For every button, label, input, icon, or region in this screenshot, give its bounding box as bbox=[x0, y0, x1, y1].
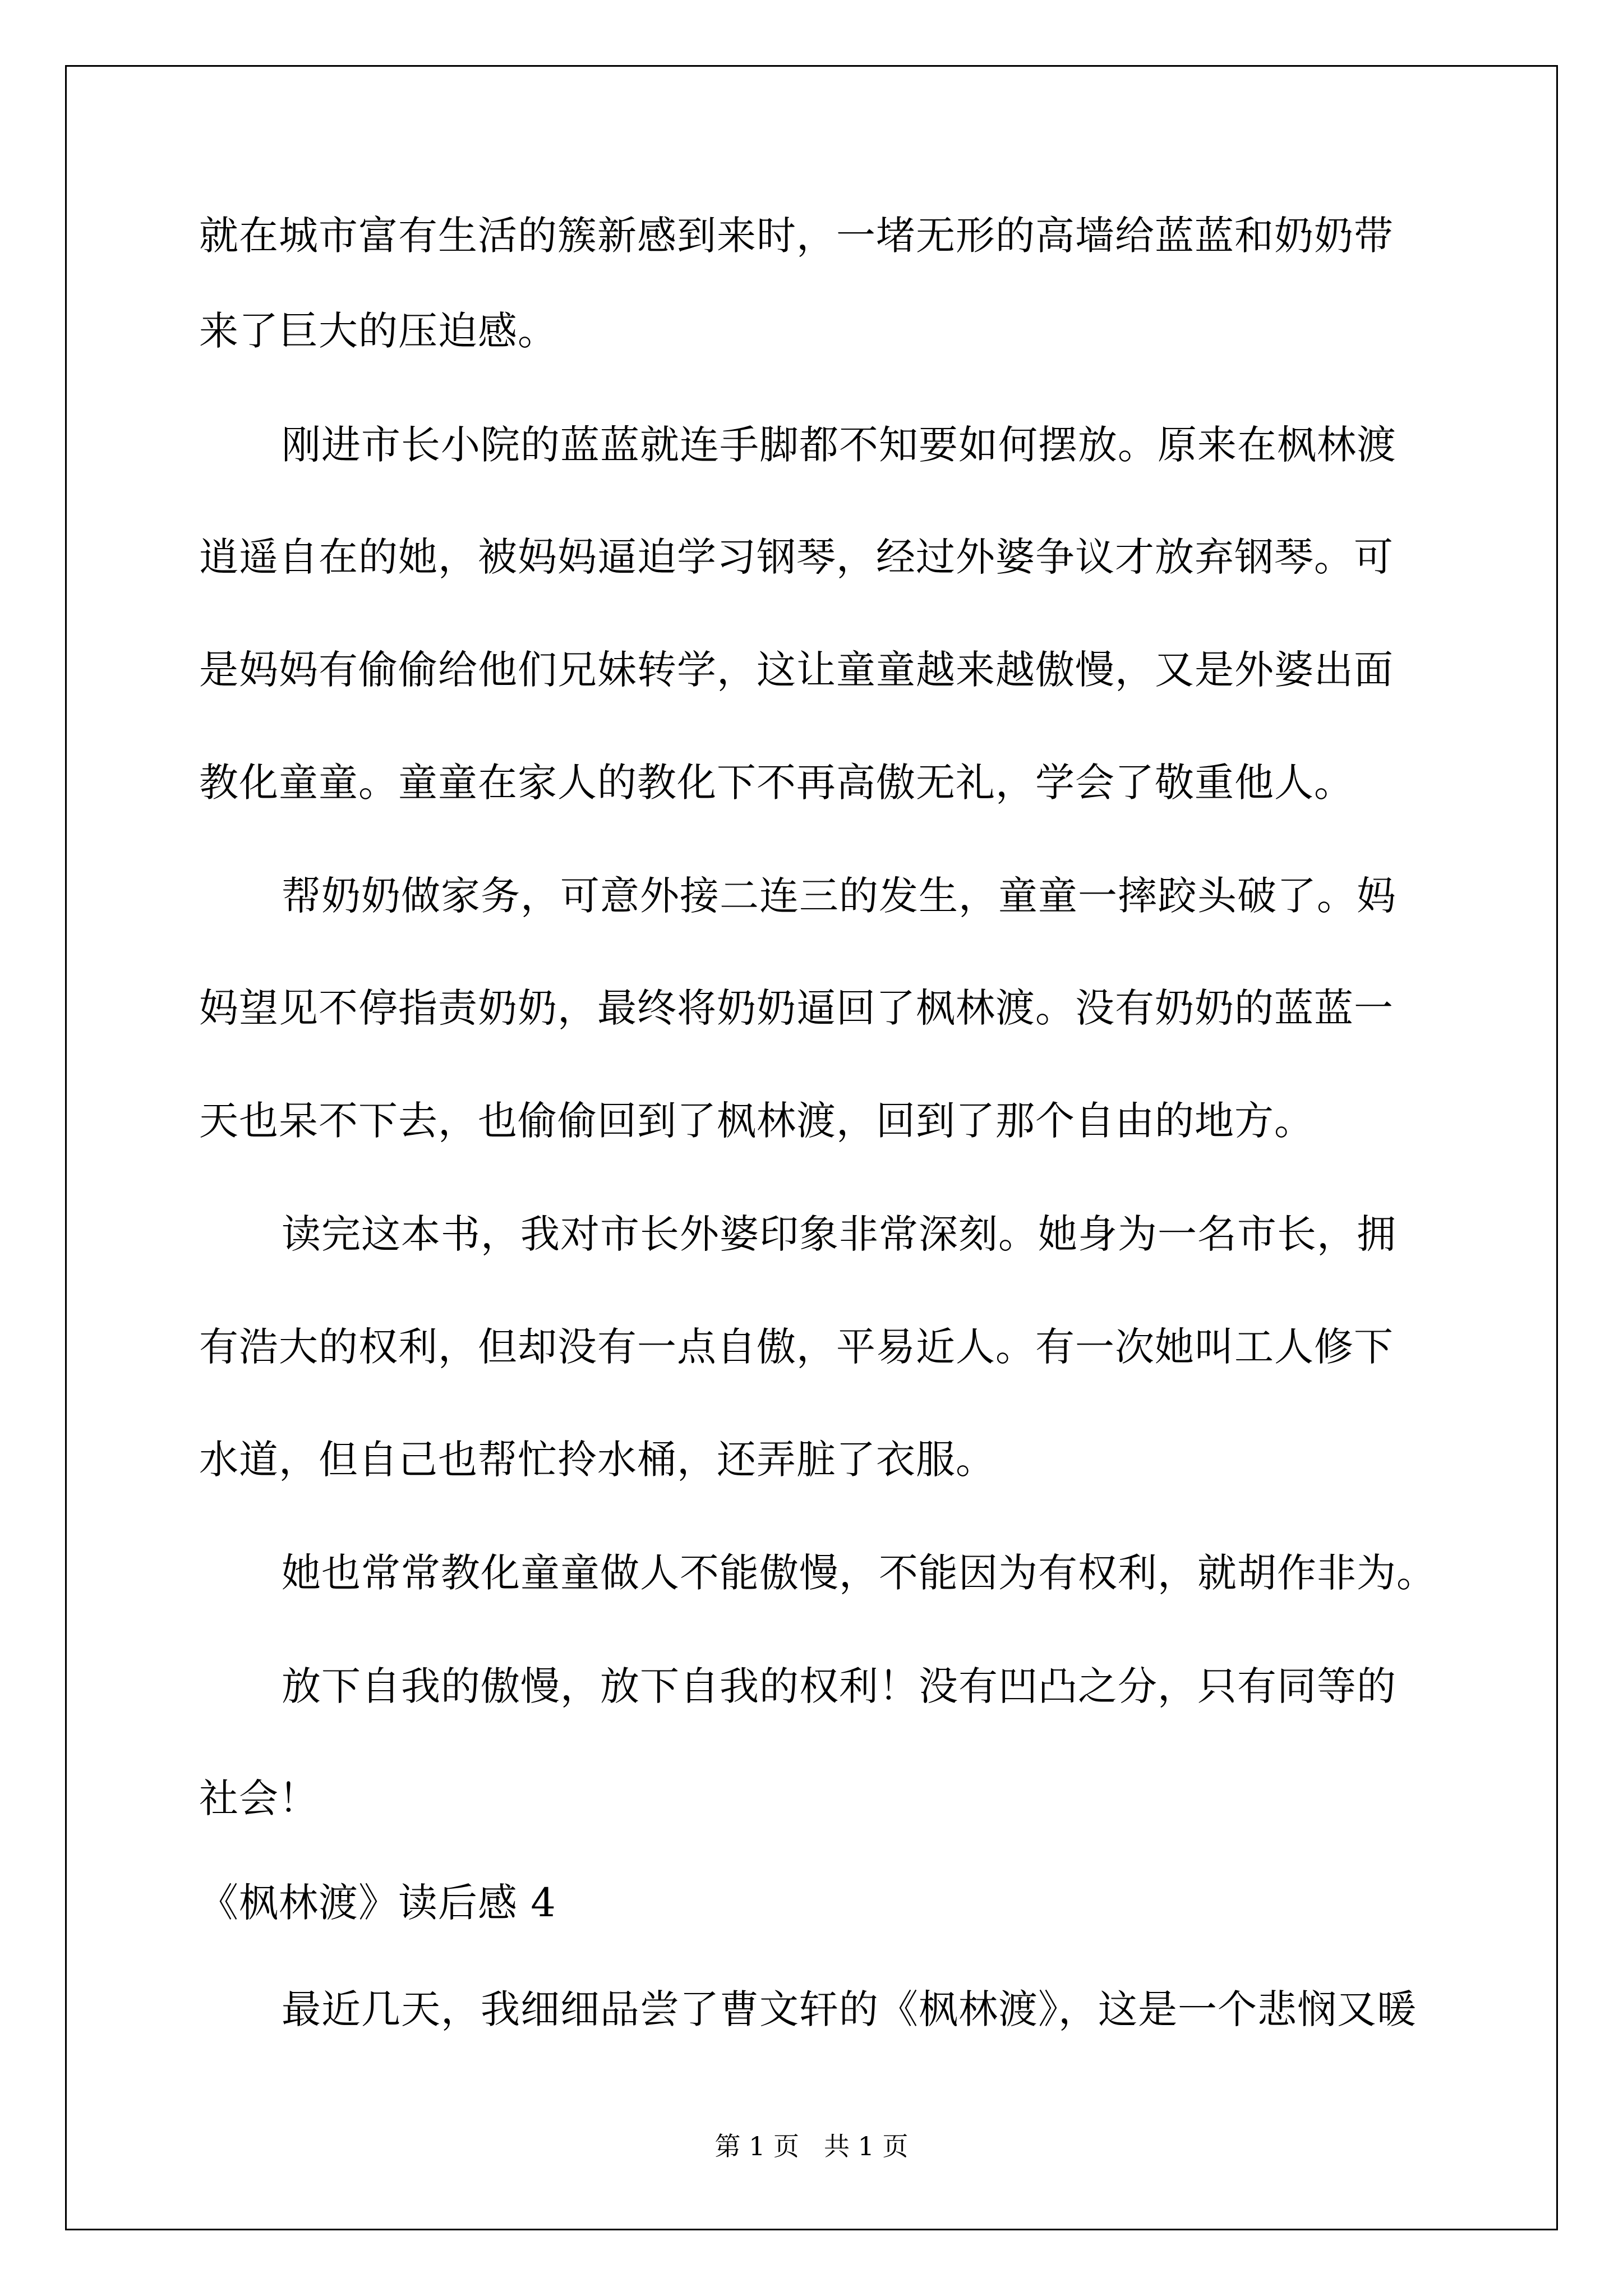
paragraph-start-line: 她也常常教化童童做人不能傲慢，不能因为有权利，就胡作非为。 bbox=[282, 1550, 1436, 1596]
text-line: 水道，但自己也帮忙拎水桶，还弄脏了衣服。 bbox=[199, 1437, 995, 1483]
text-line: 妈望见不停指责奶奶，最终将奶奶逼回了枫林渡。没有奶奶的蓝蓝一 bbox=[199, 985, 1394, 1031]
page-footer bbox=[0, 2129, 1623, 2163]
page-number: 第 1 页 bbox=[714, 2131, 799, 2161]
text-line: 教化童童。童童在家人的教化下不再高傲无礼，学会了敬重他人。 bbox=[199, 760, 1354, 806]
paragraph-start-line: 读完这本书，我对市长外婆印象非常深刻。她身为一名市长，拥 bbox=[282, 1211, 1396, 1257]
text-line: 逍遥自在的她，被妈妈逼迫学习钢琴，经过外婆争议才放弃钢琴。可 bbox=[199, 534, 1394, 580]
text-line: 社会！ bbox=[199, 1775, 319, 1821]
page-count: 共 1 页 bbox=[824, 2131, 909, 2161]
text-line: 来了巨大的压迫感。 bbox=[199, 308, 557, 354]
section-heading: 《枫林渡》读后感 4 bbox=[199, 1880, 556, 1926]
text-line: 天也呆不下去，也偷偷回到了枫林渡，回到了那个自由的地方。 bbox=[199, 1098, 1314, 1144]
paragraph-start-line: 刚进市长小院的蓝蓝就连手脚都不知要如何摆放。原来在枫林渡 bbox=[282, 422, 1396, 468]
paragraph-start-line: 最近几天，我细细品尝了曹文轩的《枫林渡》，这是一个悲悯又暖 bbox=[282, 1986, 1417, 2032]
text-line: 有浩大的权利，但却没有一点自傲，平易近人。有一次她叫工人修下 bbox=[199, 1324, 1394, 1370]
paragraph-start-line: 放下自我的傲慢，放下自我的权利！没有凹凸之分，只有同等的 bbox=[282, 1663, 1396, 1709]
paragraph-start-line: 帮奶奶做家务，可意外接二连三的发生，童童一摔跤头破了。妈 bbox=[282, 873, 1396, 919]
text-line: 就在城市富有生活的簇新感到来时，一堵无形的高墙给蓝蓝和奶奶带 bbox=[199, 213, 1394, 259]
text-line: 是妈妈有偷偷给他们兄妹转学，这让童童越来越傲慢，又是外婆出面 bbox=[199, 647, 1394, 693]
